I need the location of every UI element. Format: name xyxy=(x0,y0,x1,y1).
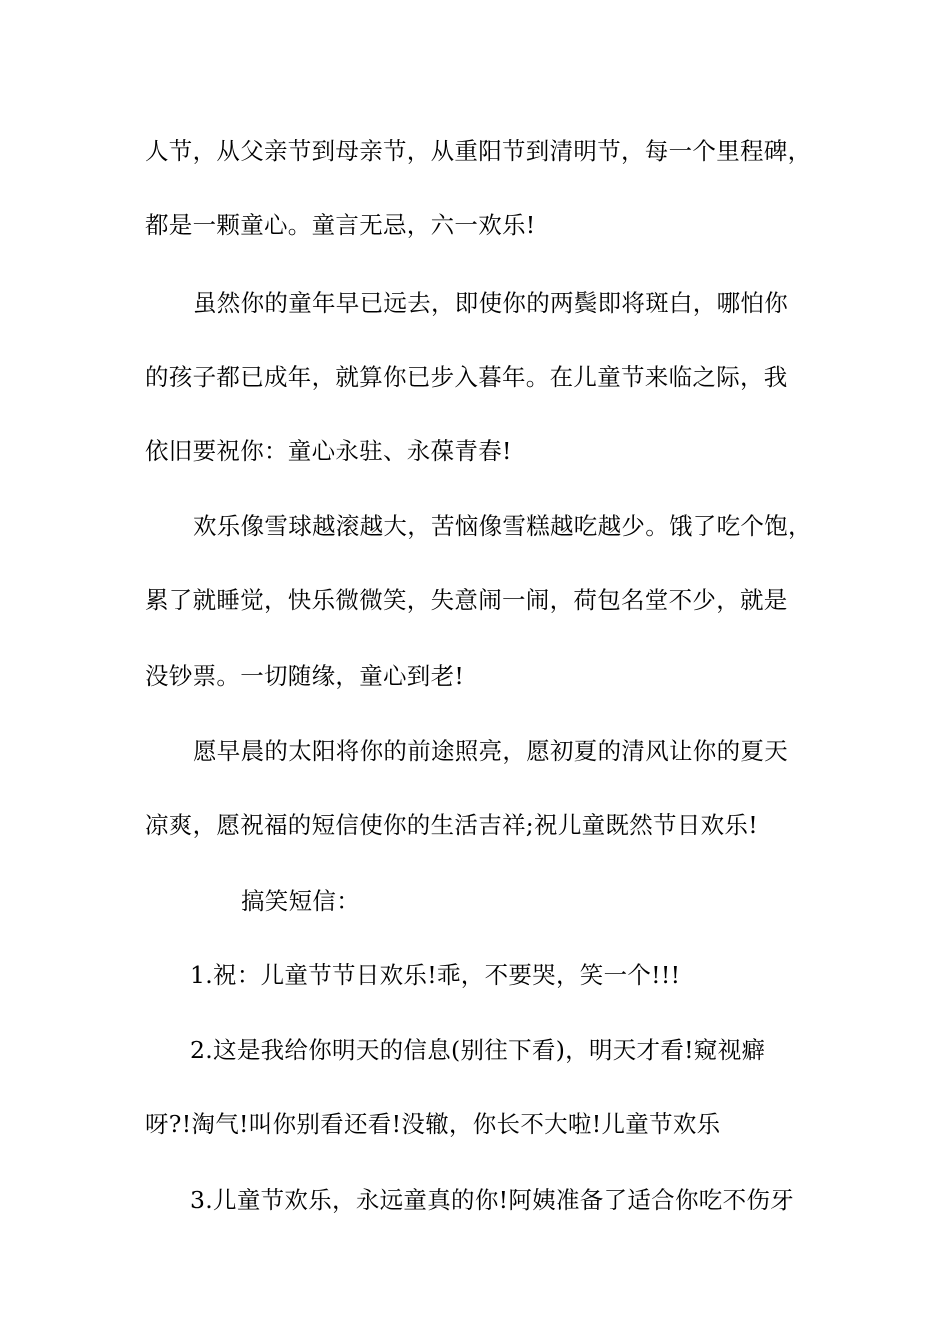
text-line: 凉爽，愿祝福的短信使你的生活吉祥;祝儿童既然节日欢乐! xyxy=(145,811,758,839)
text-line: 依旧要祝你：童心永驻、永葆青春! xyxy=(145,437,512,465)
paragraph-start-line: 愿早晨的太阳将你的前途照亮，愿初夏的清风让你的夏天 xyxy=(193,737,788,765)
paragraph-start-line: 欢乐像雪球越滚越大，苦恼像雪糕越吃越少。饿了吃个饱， xyxy=(193,512,812,540)
paragraph-start-line: 虽然你的童年早已远去，即使你的两鬓即将斑白，哪怕你 xyxy=(193,289,788,317)
list-item: 1.祝：儿童节节日欢乐!乖，不要哭，笑一个!!! xyxy=(190,961,681,989)
list-item: 3.儿童节欢乐，永远童真的你!阿姨准备了适合你吃不伤牙 xyxy=(190,1186,794,1214)
text-line: 呀?!淘气!叫你别看还看!没辙，你长不大啦!儿童节欢乐 xyxy=(145,1110,721,1138)
text-line: 人节，从父亲节到母亲节，从重阳节到清明节，每一个里程碑， xyxy=(145,137,812,165)
text-line: 累了就睡觉，快乐微微笑，失意闹一闹，荷包名堂不少，就是 xyxy=(145,586,788,614)
text-line: 都是一颗童心。童言无忌，六一欢乐! xyxy=(145,211,536,239)
text-line: 没钞票。一切随缘，童心到老! xyxy=(145,662,465,690)
section-heading: 搞笑短信： xyxy=(241,887,360,915)
text-line: 的孩子都已成年，就算你已步入暮年。在儿童节来临之际，我 xyxy=(145,363,788,391)
list-item: 2.这是我给你明天的信息(别往下看)，明天才看!窥视癖 xyxy=(190,1036,766,1064)
